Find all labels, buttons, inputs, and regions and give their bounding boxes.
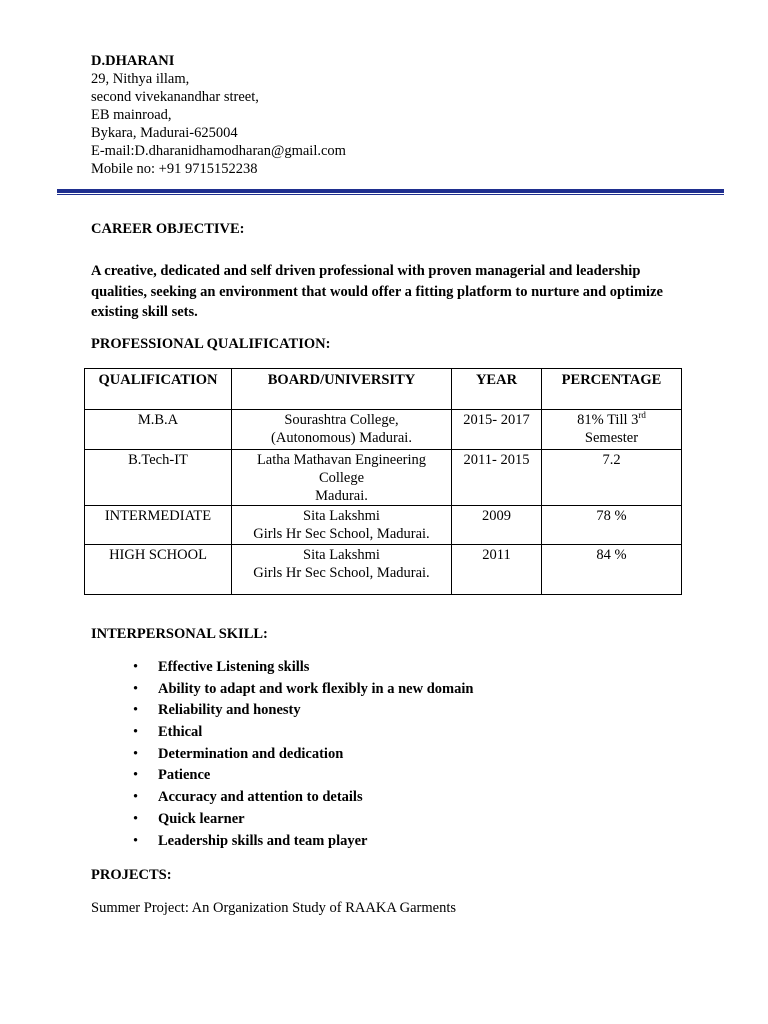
- skill-text: Determination and dedication: [158, 745, 344, 762]
- board-line: (Autonomous) Madurai.: [271, 430, 412, 446]
- board-line: Latha Mathavan Engineering: [256, 452, 427, 468]
- board-line: Sita Lakshmi: [303, 508, 380, 524]
- column-header-board: BOARD/UNIVERSITY: [232, 369, 452, 410]
- column-header-percentage: PERCENTAGE: [542, 369, 682, 410]
- table-row: [85, 506, 682, 545]
- bullet-icon: •: [133, 767, 139, 784]
- board-line: Girls Hr Sec School, Madurai.: [253, 565, 430, 581]
- interpersonal-heading: INTERPERSONAL SKILL:: [91, 626, 268, 642]
- qualification-cell: INTERMEDIATE: [85, 506, 232, 545]
- list-item: [91, 657, 473, 679]
- qualification-cell: HIGH SCHOOL: [85, 545, 232, 595]
- table-row: [85, 410, 682, 450]
- list-item: [91, 765, 473, 787]
- table-row: [85, 450, 682, 506]
- column-header-qualification: QUALIFICATION: [85, 369, 232, 410]
- header-divider: [57, 189, 724, 193]
- career-objective-heading: CAREER OBJECTIVE:: [91, 221, 245, 237]
- list-item: [91, 787, 473, 809]
- percentage-cell: 78 %: [542, 506, 682, 545]
- list-item: [91, 744, 473, 766]
- percentage-cell: 84 %: [542, 545, 682, 595]
- year-cell: 2011: [452, 545, 542, 595]
- skills-list: [91, 657, 473, 852]
- list-item: [91, 809, 473, 831]
- skill-text: Accuracy and attention to details: [158, 789, 363, 806]
- bullet-icon: •: [133, 680, 139, 697]
- qualification-cell: B.Tech-IT: [85, 450, 232, 506]
- skill-text: Effective Listening skills: [158, 659, 310, 675]
- bullet-icon: •: [133, 832, 139, 849]
- board-line: Sourashtra College,: [284, 412, 399, 428]
- percentage-cell: 7.2: [542, 450, 682, 506]
- bullet-icon: •: [133, 659, 139, 675]
- ordinal-suffix: rd: [638, 410, 646, 421]
- bullet-icon: •: [133, 789, 139, 806]
- applicant-name: D.DHARANI: [91, 53, 175, 69]
- list-item: [91, 700, 473, 722]
- board-cell: [232, 410, 452, 450]
- bullet-icon: •: [133, 724, 139, 741]
- contact-header: [91, 52, 346, 178]
- bullet-icon: •: [133, 810, 139, 827]
- qualification-cell: M.B.A: [85, 410, 232, 450]
- skill-text: Ethical: [158, 724, 203, 741]
- qualification-heading: PROFESSIONAL QUALIFICATION:: [91, 336, 331, 352]
- header-divider-thin: [57, 194, 724, 195]
- mobile-line: Mobile no: +91 9715152238: [91, 161, 258, 177]
- career-objective-text: A creative, dedicated and self driven professional with proven managerial and leadership qualities, seeking an environment that would offer a fitting platform to nurture and optimize existing skill sets.: [91, 263, 663, 320]
- year-cell: 2015- 2017: [452, 410, 542, 450]
- column-header-year: YEAR: [452, 369, 542, 410]
- board-cell: [232, 506, 452, 545]
- list-item: [91, 722, 473, 744]
- bullet-icon: •: [133, 745, 139, 762]
- board-line: Madurai.: [315, 488, 368, 504]
- board-line: Girls Hr Sec School, Madurai.: [253, 526, 430, 542]
- projects-heading: PROJECTS:: [91, 867, 172, 883]
- percentage-value: 81% Till 3: [577, 412, 639, 428]
- board-cell: [232, 450, 452, 506]
- skill-text: Leadership skills and team player: [158, 832, 368, 849]
- email-line: E-mail:D.dharanidhamodharan@gmail.com: [91, 143, 346, 159]
- skill-text: Ability to adapt and work flexibly in a new domain: [158, 680, 474, 697]
- address-line-3: EB mainroad,: [91, 107, 172, 123]
- list-item: [91, 831, 473, 853]
- address-line-4: Bykara, Madurai-625004: [91, 125, 238, 141]
- address-line-2: second vivekanandhar street,: [91, 89, 259, 105]
- percentage-note: Semester: [584, 430, 639, 446]
- skill-text: Reliability and honesty: [158, 702, 301, 719]
- board-line: Sita Lakshmi: [303, 547, 380, 563]
- bullet-icon: •: [133, 702, 139, 719]
- percentage-cell: [542, 410, 682, 450]
- qualification-table: [84, 368, 682, 595]
- table-header-row: [85, 369, 682, 410]
- year-cell: 2009: [452, 506, 542, 545]
- address-line-1: 29, Nithya illam,: [91, 71, 190, 87]
- year-cell: 2011- 2015: [452, 450, 542, 506]
- board-line: College: [318, 470, 365, 486]
- skill-text: Quick learner: [158, 810, 245, 827]
- skill-text: Patience: [158, 767, 211, 784]
- table-row: [85, 545, 682, 595]
- summer-project-text: Summer Project: An Organization Study of RAAKA Garments: [91, 900, 457, 916]
- board-cell: [232, 545, 452, 595]
- list-item: [91, 679, 473, 701]
